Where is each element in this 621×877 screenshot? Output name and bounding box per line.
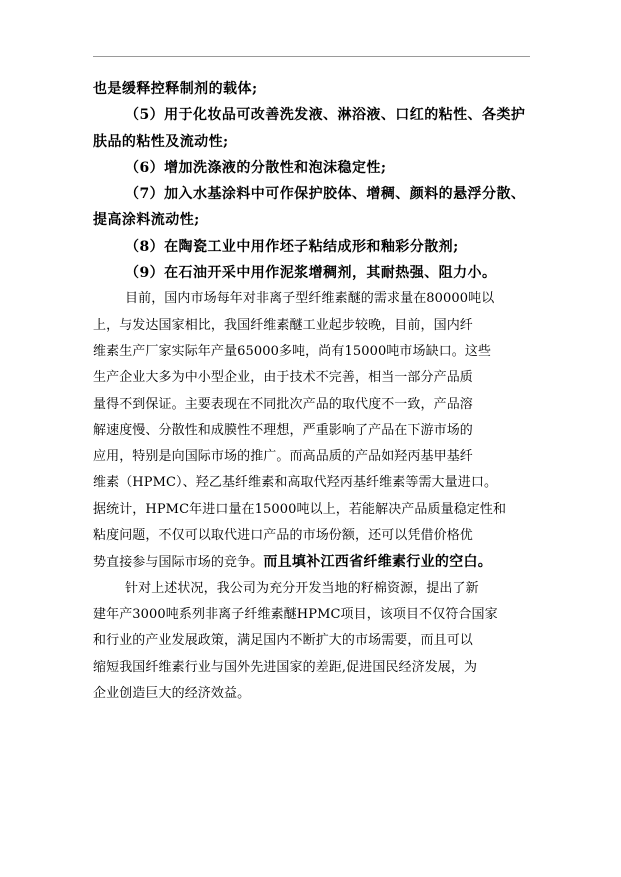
- text-line: 肤品的粘性及流动性;: [93, 133, 229, 150]
- paragraph-line: 维素（HPMC）、羟乙基纤维素和高取代羟丙基纤维素等需大量进口。: [93, 475, 498, 491]
- paragraph-text: 势直接参与国际市场的竞争。: [93, 555, 264, 571]
- list-item-9: （9）在石油开采中用作泥浆增稠剂，其耐热强、阻力小。: [125, 265, 497, 282]
- text-line: 提高涂料流动性;: [93, 212, 200, 229]
- paragraph-line: 生产企业大多为中小型企业，由于技术不完善，相当一部分产品质: [93, 370, 473, 386]
- document-body: [93, 76, 530, 707]
- paragraph-line: 维素生产厂家实际年产量65000多吨，尚有15000吨市场缺口。这些: [93, 343, 492, 359]
- paragraph-line: 应用，特别是向国际市场的推广。而高品质的产品如羟丙基甲基纤: [93, 449, 473, 465]
- paragraph-line: 缩短我国纤维素行业与国外先进国家的差距,促进国民经济发展，为: [93, 659, 478, 675]
- list-item-5: （5）用于化妆品可改善洗发液、淋浴液、口红的粘性、各类护: [125, 107, 526, 124]
- list-item-7: （7）加入水基涂料中可作保护胶体、增稠、颜料的悬浮分散、: [125, 186, 526, 203]
- paragraph-line: [93, 549, 530, 575]
- paragraph-line: 粘度问题，不仅可以取代进口产品的市场份额，还可以凭借价格优: [93, 528, 473, 544]
- paragraph-line: 企业创造巨大的经济效益。: [93, 685, 251, 701]
- page-header-rule: [93, 56, 530, 57]
- paragraph-line: 目前，国内市场每年对非离子型纤维素醚的需求量在80000吨以: [125, 291, 495, 307]
- list-item-8: （8）在陶瓷工业中用作坯子粘结成形和釉彩分散剂;: [125, 238, 459, 255]
- emphasized-text: 而且填补江西省纤维素行业的空白。: [263, 554, 493, 571]
- paragraph-line: 解速度慢、分散性和成膜性不理想，严重影响了产品在下游市场的: [93, 422, 473, 438]
- paragraph-line: 据统计，HPMC年进口量在15000吨以上，若能解决产品质量稳定性和: [93, 501, 507, 517]
- paragraph-line: 建年产3000吨系列非离子纤维素醚HPMC项目，该项目不仅符合国家: [93, 606, 498, 622]
- list-item-6: （6）增加洗涤液的分散性和泡沫稳定性;: [125, 159, 387, 176]
- paragraph-line: 量得不到保证。主要表现在不同批次产品的取代度不一致，产品溶: [93, 396, 473, 412]
- text-line: 也是缓释控释制剂的载体;: [93, 81, 258, 97]
- paragraph-line: 上，与发达国家相比，我国纤维素醚工业起步较晚，目前，国内纤: [93, 317, 473, 333]
- paragraph-line: 和行业的产业发展政策，满足国内不断扩大的市场需要，而且可以: [93, 633, 473, 649]
- paragraph-line: 针对上述状况，我公司为充分开发当地的籽棉资源，提出了新: [125, 580, 479, 596]
